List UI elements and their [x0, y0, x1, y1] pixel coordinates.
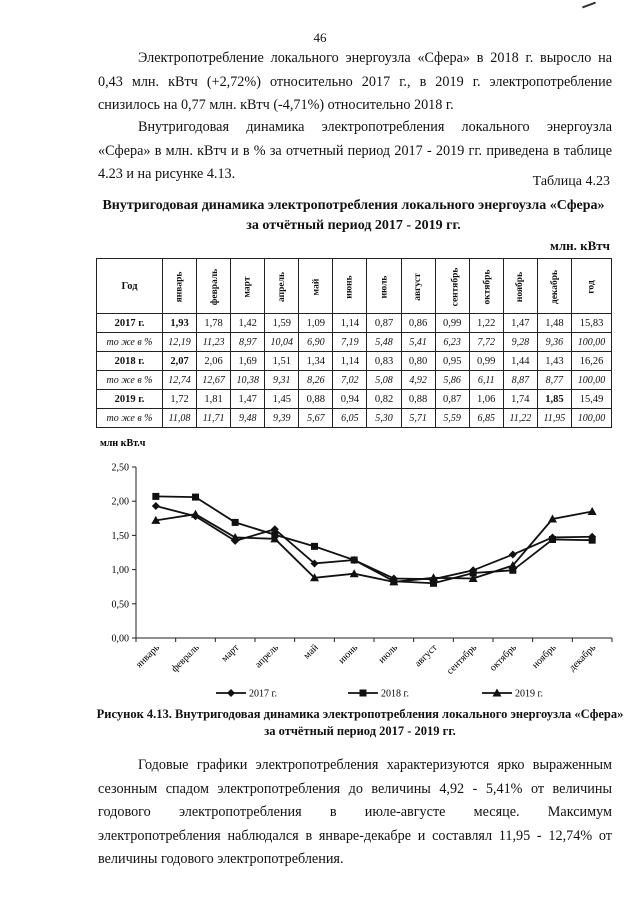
data-table [96, 258, 612, 428]
table-cell: 1,42 [231, 314, 265, 333]
table-cell: 0,94 [333, 390, 367, 409]
table-cell: 11,23 [197, 333, 231, 352]
table-header-label: июль [379, 275, 390, 298]
x-tick-label: март [219, 642, 242, 665]
data-point [152, 502, 160, 510]
table-title: Внутригодовая динамика электропотребления локального энергоузла «Сфера» за отчётный период 2017 - 2019 гг. [102, 198, 605, 233]
x-tick-label: июль [376, 642, 400, 666]
table-cell: 9,31 [265, 371, 299, 390]
table-cell: 100,00 [572, 333, 612, 352]
table-cell: 2,06 [197, 352, 231, 371]
legend-label: 2018 г. [381, 688, 409, 700]
table-cell: 1,09 [299, 314, 333, 333]
table-cell: 0,99 [469, 352, 503, 371]
table-header-label: ноябрь [515, 271, 526, 302]
table-cell: 1,06 [469, 390, 503, 409]
table-cell: 9,48 [231, 409, 265, 428]
table-row [97, 390, 612, 409]
x-tick-label: август [412, 642, 440, 670]
table-cell: 7,72 [469, 333, 503, 352]
legend-label: 2019 г. [515, 688, 543, 700]
legend-marker [227, 689, 235, 697]
y-tick-label: 1,50 [111, 530, 129, 542]
table-cell: 5,41 [401, 333, 435, 352]
table-cell: 9,28 [503, 333, 537, 352]
table-cell: 0,87 [367, 314, 401, 333]
x-tick-label: ноябрь [530, 642, 559, 671]
pen-mark [582, 2, 596, 9]
table-cell: 11,08 [163, 409, 197, 428]
table-header-cell [435, 259, 469, 314]
table-cell: 1,59 [265, 314, 299, 333]
x-tick-label: февраль [169, 642, 202, 675]
data-point [509, 551, 517, 559]
table-cell: 0,86 [401, 314, 435, 333]
table-cell: 12,19 [163, 333, 197, 352]
table-row-label: 2018 г. [97, 352, 163, 371]
table-cell: 5,48 [367, 333, 401, 352]
table-cell: 0,88 [299, 390, 333, 409]
table-cell: 11,22 [503, 409, 537, 428]
table-cell: 10,04 [265, 333, 299, 352]
table-cell: 0,83 [367, 352, 401, 371]
table-header-cell [333, 259, 367, 314]
table-cell: 12,67 [197, 371, 231, 390]
table-header-label: год [586, 279, 597, 294]
table-cell: 4,92 [401, 371, 435, 390]
table-cell: 1,81 [197, 390, 231, 409]
data-point [232, 519, 239, 526]
table-header-cell [537, 259, 571, 314]
table-cell: 5,30 [367, 409, 401, 428]
table-row-label: 2019 г. [97, 390, 163, 409]
table-header-cell [299, 259, 333, 314]
table-cell: 5,71 [401, 409, 435, 428]
table-header-cell [265, 259, 299, 314]
table-header-label: апрель [276, 271, 287, 302]
table-cell: 2,07 [163, 352, 197, 371]
table-header-cell [401, 259, 435, 314]
table-header-cell [503, 259, 537, 314]
table-header-label: октябрь [482, 269, 493, 304]
series-line [156, 506, 592, 579]
table-header-cell: Год [97, 259, 163, 314]
table-cell: 100,00 [572, 409, 612, 428]
table-header-cell [197, 259, 231, 314]
table-cell: 6,23 [435, 333, 469, 352]
y-tick-label: 1,00 [111, 565, 129, 577]
table-cell: 5,67 [299, 409, 333, 428]
table-cell: 11,95 [537, 409, 571, 428]
page-number: 46 [313, 30, 327, 45]
table-row-label: то же в % [97, 371, 163, 390]
y-tick-label: 0,00 [111, 633, 129, 645]
table-header-label: май [310, 278, 321, 295]
table-cell: 1,22 [469, 314, 503, 333]
table-cell: 9,36 [537, 333, 571, 352]
table-cell: 1,51 [265, 352, 299, 371]
y-tick-label: 2,00 [111, 496, 129, 508]
table-cell: 11,71 [197, 409, 231, 428]
table-cell: 5,08 [367, 371, 401, 390]
table-cell: 1,69 [231, 352, 265, 371]
table-header-cell [163, 259, 197, 314]
paragraph-3-text: Годовые графики электропотребления характеризуются ярко выраженным сезонным спадом электропотребления до величины 4,92 - 5,41% от величины годового электропотребления в июле-августе месяце. Максимум электропотребления наблюдался в январе-декабре и составлял 11,95 - 12,74% от величины годового электропотребления. [98, 757, 612, 867]
table-header-label: февраль [210, 268, 221, 305]
table-cell: 6,11 [469, 371, 503, 390]
legend-marker [360, 690, 367, 697]
table-cell: 8,87 [503, 371, 537, 390]
figure-caption: Рисунок 4.13. Внутригодовая динамика электропотребления локального энергоузла «Сфера» за отчётный период 2017 - 2019 гг. [96, 707, 624, 738]
table-row-label: 2017 г. [97, 314, 163, 333]
table-header-label: март [242, 276, 253, 297]
x-tick-label: июнь [336, 642, 361, 667]
table-header-label: август [413, 272, 424, 301]
table-cell: 1,93 [163, 314, 197, 333]
line-chart [96, 434, 624, 702]
table-cell: 9,39 [265, 409, 299, 428]
table-cell: 1,47 [503, 314, 537, 333]
table-cell: 0,82 [367, 390, 401, 409]
data-point [549, 536, 556, 543]
data-point [351, 557, 358, 564]
paragraph-3 [98, 754, 612, 872]
table-row [97, 352, 612, 371]
x-tick-label: октябрь [487, 642, 519, 674]
table-cell: 15,83 [572, 314, 612, 333]
table-cell: 1,45 [265, 390, 299, 409]
table-cell: 5,86 [435, 371, 469, 390]
table-cell: 0,95 [435, 352, 469, 371]
table-header-row [97, 259, 612, 314]
data-point [152, 493, 159, 500]
table-cell: 8,77 [537, 371, 571, 390]
table-cell: 8,97 [231, 333, 265, 352]
table-cell: 1,74 [503, 390, 537, 409]
y-tick-label: 0,50 [111, 599, 129, 611]
table-row-percent [97, 333, 612, 352]
table-cell: 6,05 [333, 409, 367, 428]
table-cell: 100,00 [572, 371, 612, 390]
x-tick-label: апрель [252, 642, 281, 671]
table-cell: 6,85 [469, 409, 503, 428]
table-cell: 7,02 [333, 371, 367, 390]
table-cell: 0,88 [401, 390, 435, 409]
table-cell: 10,38 [231, 371, 265, 390]
table-cell: 1,14 [333, 314, 367, 333]
table-cell: 6,90 [299, 333, 333, 352]
table-cell: 1,85 [537, 390, 571, 409]
table-cell: 1,14 [333, 352, 367, 371]
table-cell: 1,72 [163, 390, 197, 409]
table-header-cell [572, 259, 612, 314]
table-cell: 0,87 [435, 390, 469, 409]
table-cell: 0,99 [435, 314, 469, 333]
table-cell: 1,43 [537, 352, 571, 371]
table-caption: Таблица 4.23 [532, 174, 610, 189]
table-header-label: июнь [344, 274, 355, 299]
table-cell: 16,26 [572, 352, 612, 371]
x-tick-label: май [301, 642, 321, 662]
table-header-cell [469, 259, 503, 314]
table-cell: 1,34 [299, 352, 333, 371]
table-row-percent [97, 371, 612, 390]
table-cell: 1,47 [231, 390, 265, 409]
data-point [311, 543, 318, 550]
table-header-label: декабрь [549, 269, 560, 304]
table-row-label: то же в % [97, 409, 163, 428]
data-point [192, 494, 199, 501]
data-point [191, 510, 200, 518]
table-row-percent [97, 409, 612, 428]
data-point [588, 507, 597, 515]
legend-label: 2017 г. [249, 688, 277, 700]
x-tick-label: сентябрь [444, 642, 480, 677]
table-row-label: то же в % [97, 333, 163, 352]
table-header-cell [231, 259, 265, 314]
table-unit: млн. кВтч [549, 238, 610, 253]
table-header-cell [367, 259, 401, 314]
table-cell: 8,26 [299, 371, 333, 390]
series-line [156, 496, 592, 583]
table-cell: 1,48 [537, 314, 571, 333]
table-header-label: январь [174, 271, 185, 302]
table-cell: 1,78 [197, 314, 231, 333]
x-tick-label: декабрь [566, 642, 599, 674]
table-cell: 15,49 [572, 390, 612, 409]
paragraph-1 [98, 47, 612, 118]
y-axis-label: млн кВт.ч [100, 438, 146, 449]
table-cell: 7,19 [333, 333, 367, 352]
paragraph-1-text: Электропотребление локального энергоузла «Сфера» в 2018 г. выросло на 0,43 млн. кВтч (+2,72%) относительно 2017 г., в 2019 г. электропотребление снизилось на 0,77 млн. кВтч (-4,71%) относительно 2018 г. [98, 50, 612, 113]
table-cell: 0,80 [401, 352, 435, 371]
paragraph-2-text: Внутригодовая динамика электропотребления локального энергоузла «Сфера» в млн. кВтч и в % за отчетный период 2017 - 2019 гг. приведена в таблице 4.23 и на рисунке 4.13. [98, 119, 612, 182]
x-tick-label: январь [133, 642, 162, 671]
table-cell: 12,74 [163, 371, 197, 390]
table-row [97, 314, 612, 333]
table-header-label: сентябрь [450, 267, 461, 306]
table-cell: 1,44 [503, 352, 537, 371]
data-point [589, 537, 596, 544]
y-tick-label: 2,50 [111, 462, 129, 474]
table-cell: 5,59 [435, 409, 469, 428]
